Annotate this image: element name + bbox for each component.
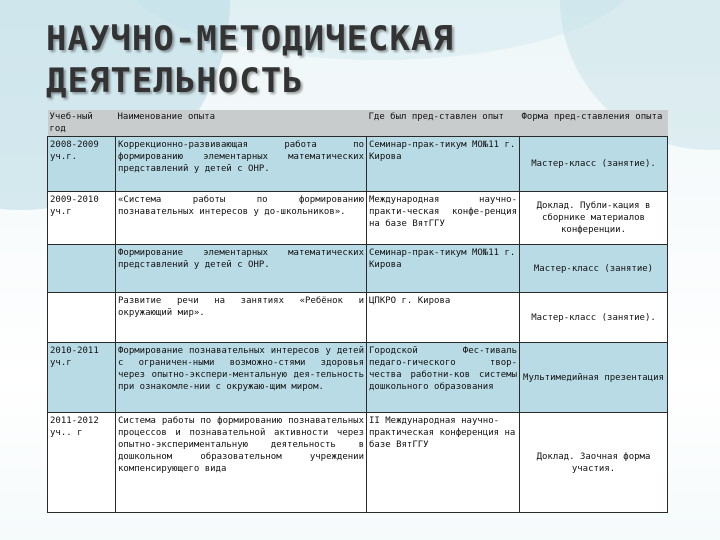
table-row [48,137,668,192]
cell-name: Формирование элементарных математических представлений у детей с ОНР. [116,245,367,293]
cell-name: Формирование познавательных интересов у детей с ограничен-ными возможно-стями здоровья через опытно-экспери-ментальную дея-тельность при ознакомле-нии с окружаю-щим миром. [116,343,367,413]
cell-form: Доклад. Публи-кация в сборнике материалов конференции. [520,192,668,245]
cell-place: Международная научно-практи-ческая конфе-ренция на базе ВятГГУ [367,192,520,245]
table-row [48,293,668,343]
cell-place: ЦПКРО г. Кирова [367,293,520,343]
cell-place: Городской Фес-тиваль педаго-гического твор-чества работни-ков системы дошкольного образования [367,343,520,413]
cell-place: Семинар-прак-тикум МО№11 г. Кирова [367,137,520,192]
cell-name: Коррекционно-развивающая работа по формированию элементарных математических представлений у детей с ОНР. [116,137,367,192]
cell-year: 2008-2009 уч.г. [48,137,116,192]
header-name: Наименование опыта [117,112,216,122]
page-title [46,18,454,102]
header-place: Где был пред-ставлен опыт [368,112,504,122]
table-row [48,343,668,413]
cell-year [48,293,116,343]
cell-place: II Международная научно-практическая конференция на базе ВятГГУ [367,413,520,513]
page-title-line: НАУЧНО-МЕТОДИЧЕСКАЯ [46,19,454,59]
cell-form: Мастер-класс (занятие) [520,245,668,293]
page-title-line: ДЕЯТЕЛЬНОСТЬ [46,61,304,101]
cell-place: Семинар-прак-тикум МО№11 г. Кирова [367,245,520,293]
cell-name: Развитие речи на занятиях «Ребёнок и окружающий мир». [116,293,367,343]
cell-name: Система работы по формированию познавательных процессов и познавательной активности через опытно-экспериментальную деятельность в дошкольном образовательном учреждении компенсирующего вида [116,413,367,513]
header-form: Форма пред-ставления опыта [521,112,663,122]
table-row [48,192,668,245]
cell-form: Мастер-класс (занятие). [520,293,668,343]
header-year: Учеб-ный год [49,112,93,134]
cell-form: Мультимедийная презентация [520,343,668,413]
table-header-row [48,110,668,137]
cell-year: 2010-2011 уч.г [48,343,116,413]
table-row [48,245,668,293]
cell-year: 2011-2012 уч.. г [48,413,116,513]
cell-year: 2009-2010 уч.г [48,192,116,245]
table-row [48,413,668,513]
cell-form: Мастер-класс (занятие). [520,137,668,192]
cell-form: Доклад. Заочная форма участия. [520,413,668,513]
cell-year [48,245,116,293]
activity-table [47,110,668,513]
cell-name: «Система работы по формированию познавательных интересов у до-школьников». [116,192,367,245]
